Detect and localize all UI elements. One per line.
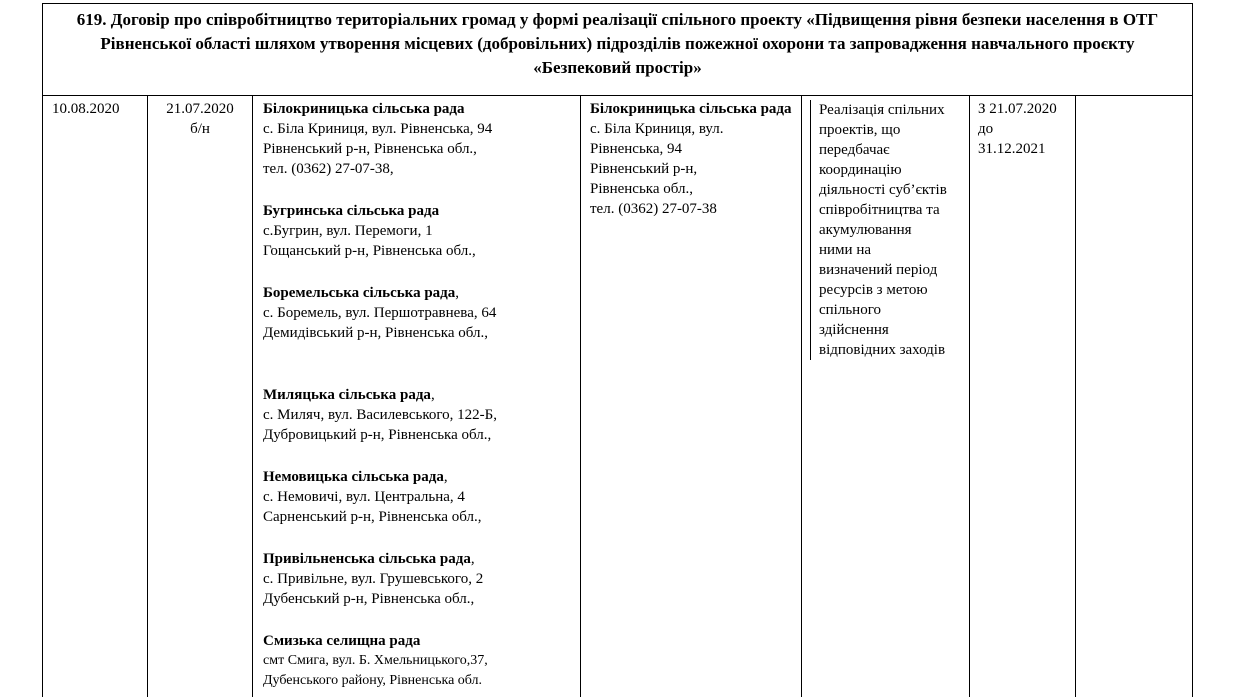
purpose-line: відповідних заходів: [819, 342, 946, 358]
cell-signing-date: [148, 96, 253, 697]
council-entry: [263, 201, 580, 261]
coordinator-address-line: Рівненська, 94: [590, 141, 683, 157]
council-entry: [263, 385, 580, 445]
agreement-number: б/н: [190, 121, 210, 137]
council-name: Боремельська сільська рада: [263, 285, 456, 301]
purpose-line: діяльності суб’єктів: [819, 182, 947, 198]
council-name-suffix: ,: [455, 285, 460, 301]
term-to: до: [978, 121, 994, 137]
council-address-line: Дубенського району, Рівненська обл.: [263, 673, 483, 688]
agreement-title: 619. Договір про співробітництво територіальних громад у формі реалізації спільного проекту «Підвищення рівня безпеки населення в ОТГ Рівненської області шляхом утворення місцевих (добровільних) підрозділів пожежної охорони та запровадження навчального проєкту «Безпековий простір»: [43, 4, 1192, 96]
council-name: Миляцька сільська рада: [263, 387, 431, 403]
purpose-line: координацію: [819, 162, 902, 178]
council-entry: [263, 283, 580, 343]
council-address-line: Дубенський р-н, Рівненська обл.,: [263, 591, 475, 607]
council-phone: тел. (0362) 27-07-38,: [263, 161, 394, 177]
council-address-line: с.Бугрин, вул. Перемоги, 1: [263, 223, 433, 239]
purpose-line: передбачає: [819, 142, 890, 158]
council-name-suffix: ,: [470, 551, 475, 567]
council-name: Білокриницька сільська рада: [263, 101, 465, 117]
council-address-line: смт Смига, вул. Б. Хмельницького,37,: [263, 653, 488, 668]
purpose-line: співробітництва та: [819, 202, 940, 218]
coordinator-phone: тел. (0362) 27-07-38: [590, 201, 717, 217]
registration-date: 10.08.2020: [52, 101, 120, 117]
cell-notes: [1076, 96, 1192, 697]
signing-date: 21.07.2020: [166, 101, 234, 117]
council-entry: [263, 549, 580, 609]
term-end: 31.12.2021: [978, 141, 1046, 157]
purpose-line: Реалізація спільних: [819, 102, 945, 118]
council-address-line: Дубровицький р-н, Рівненська обл.,: [263, 427, 492, 443]
council-address-line: с. Привільне, вул. Грушевського, 2: [263, 571, 484, 587]
term-start: З 21.07.2020: [978, 101, 1057, 117]
purpose-line: проектів, що: [819, 122, 901, 138]
council-address-line: с. Немовичі, вул. Центральна, 4: [263, 489, 465, 505]
council-entry: [263, 467, 580, 527]
council-address-line: с. Біла Криниця, вул. Рівненська, 94: [263, 121, 493, 137]
purpose-line: визначений період: [819, 262, 938, 278]
council-name: Смизька селищна рада: [263, 633, 421, 649]
purpose-line: ресурсів з метою: [819, 282, 928, 298]
purpose-line: ними на: [819, 242, 872, 258]
council-name: Немовицька сільська рада: [263, 469, 444, 485]
purpose-text: [810, 100, 969, 360]
council-name-suffix: ,: [443, 469, 448, 485]
council-address-line: с. Миляч, вул. Василевського, 122-Б,: [263, 407, 497, 423]
coordinator-address-line: Рівненська обл.,: [590, 181, 694, 197]
council-name: Бугринська сільська рада: [263, 203, 440, 219]
council-address-line: Гощанський р-н, Рівненська обл.,: [263, 243, 476, 259]
council-address-line: Демидівський р-н, Рівненська обл.,: [263, 325, 489, 341]
council-address-line: Сарненський р-н, Рівненська обл.,: [263, 509, 482, 525]
purpose-line: здійснення: [819, 322, 889, 338]
cell-coordinator: [581, 96, 802, 697]
purpose-line: акумулювання: [819, 222, 912, 238]
cell-term: [970, 96, 1076, 697]
council-address-line: с. Боремель, вул. Першотравнева, 64: [263, 305, 497, 321]
coordinator-address-line: Рівненський р-н,: [590, 161, 698, 177]
purpose-line: спільного: [819, 302, 881, 318]
council-name: Привільненська сільська рада: [263, 551, 471, 567]
council-name-suffix: ,: [430, 387, 435, 403]
cell-councils-list: [253, 96, 581, 697]
cell-registration-date: [43, 96, 148, 697]
council-entry: [263, 99, 580, 179]
council-entry: [263, 631, 580, 691]
register-table: [42, 3, 1193, 697]
coordinator-name: Білокриницька сільська рада: [590, 101, 792, 117]
council-address-line: Рівненський р-н, Рівненська обл.,: [263, 141, 477, 157]
cell-purpose: [802, 96, 970, 697]
coordinator-address-line: с. Біла Криниця, вул.: [590, 121, 724, 137]
